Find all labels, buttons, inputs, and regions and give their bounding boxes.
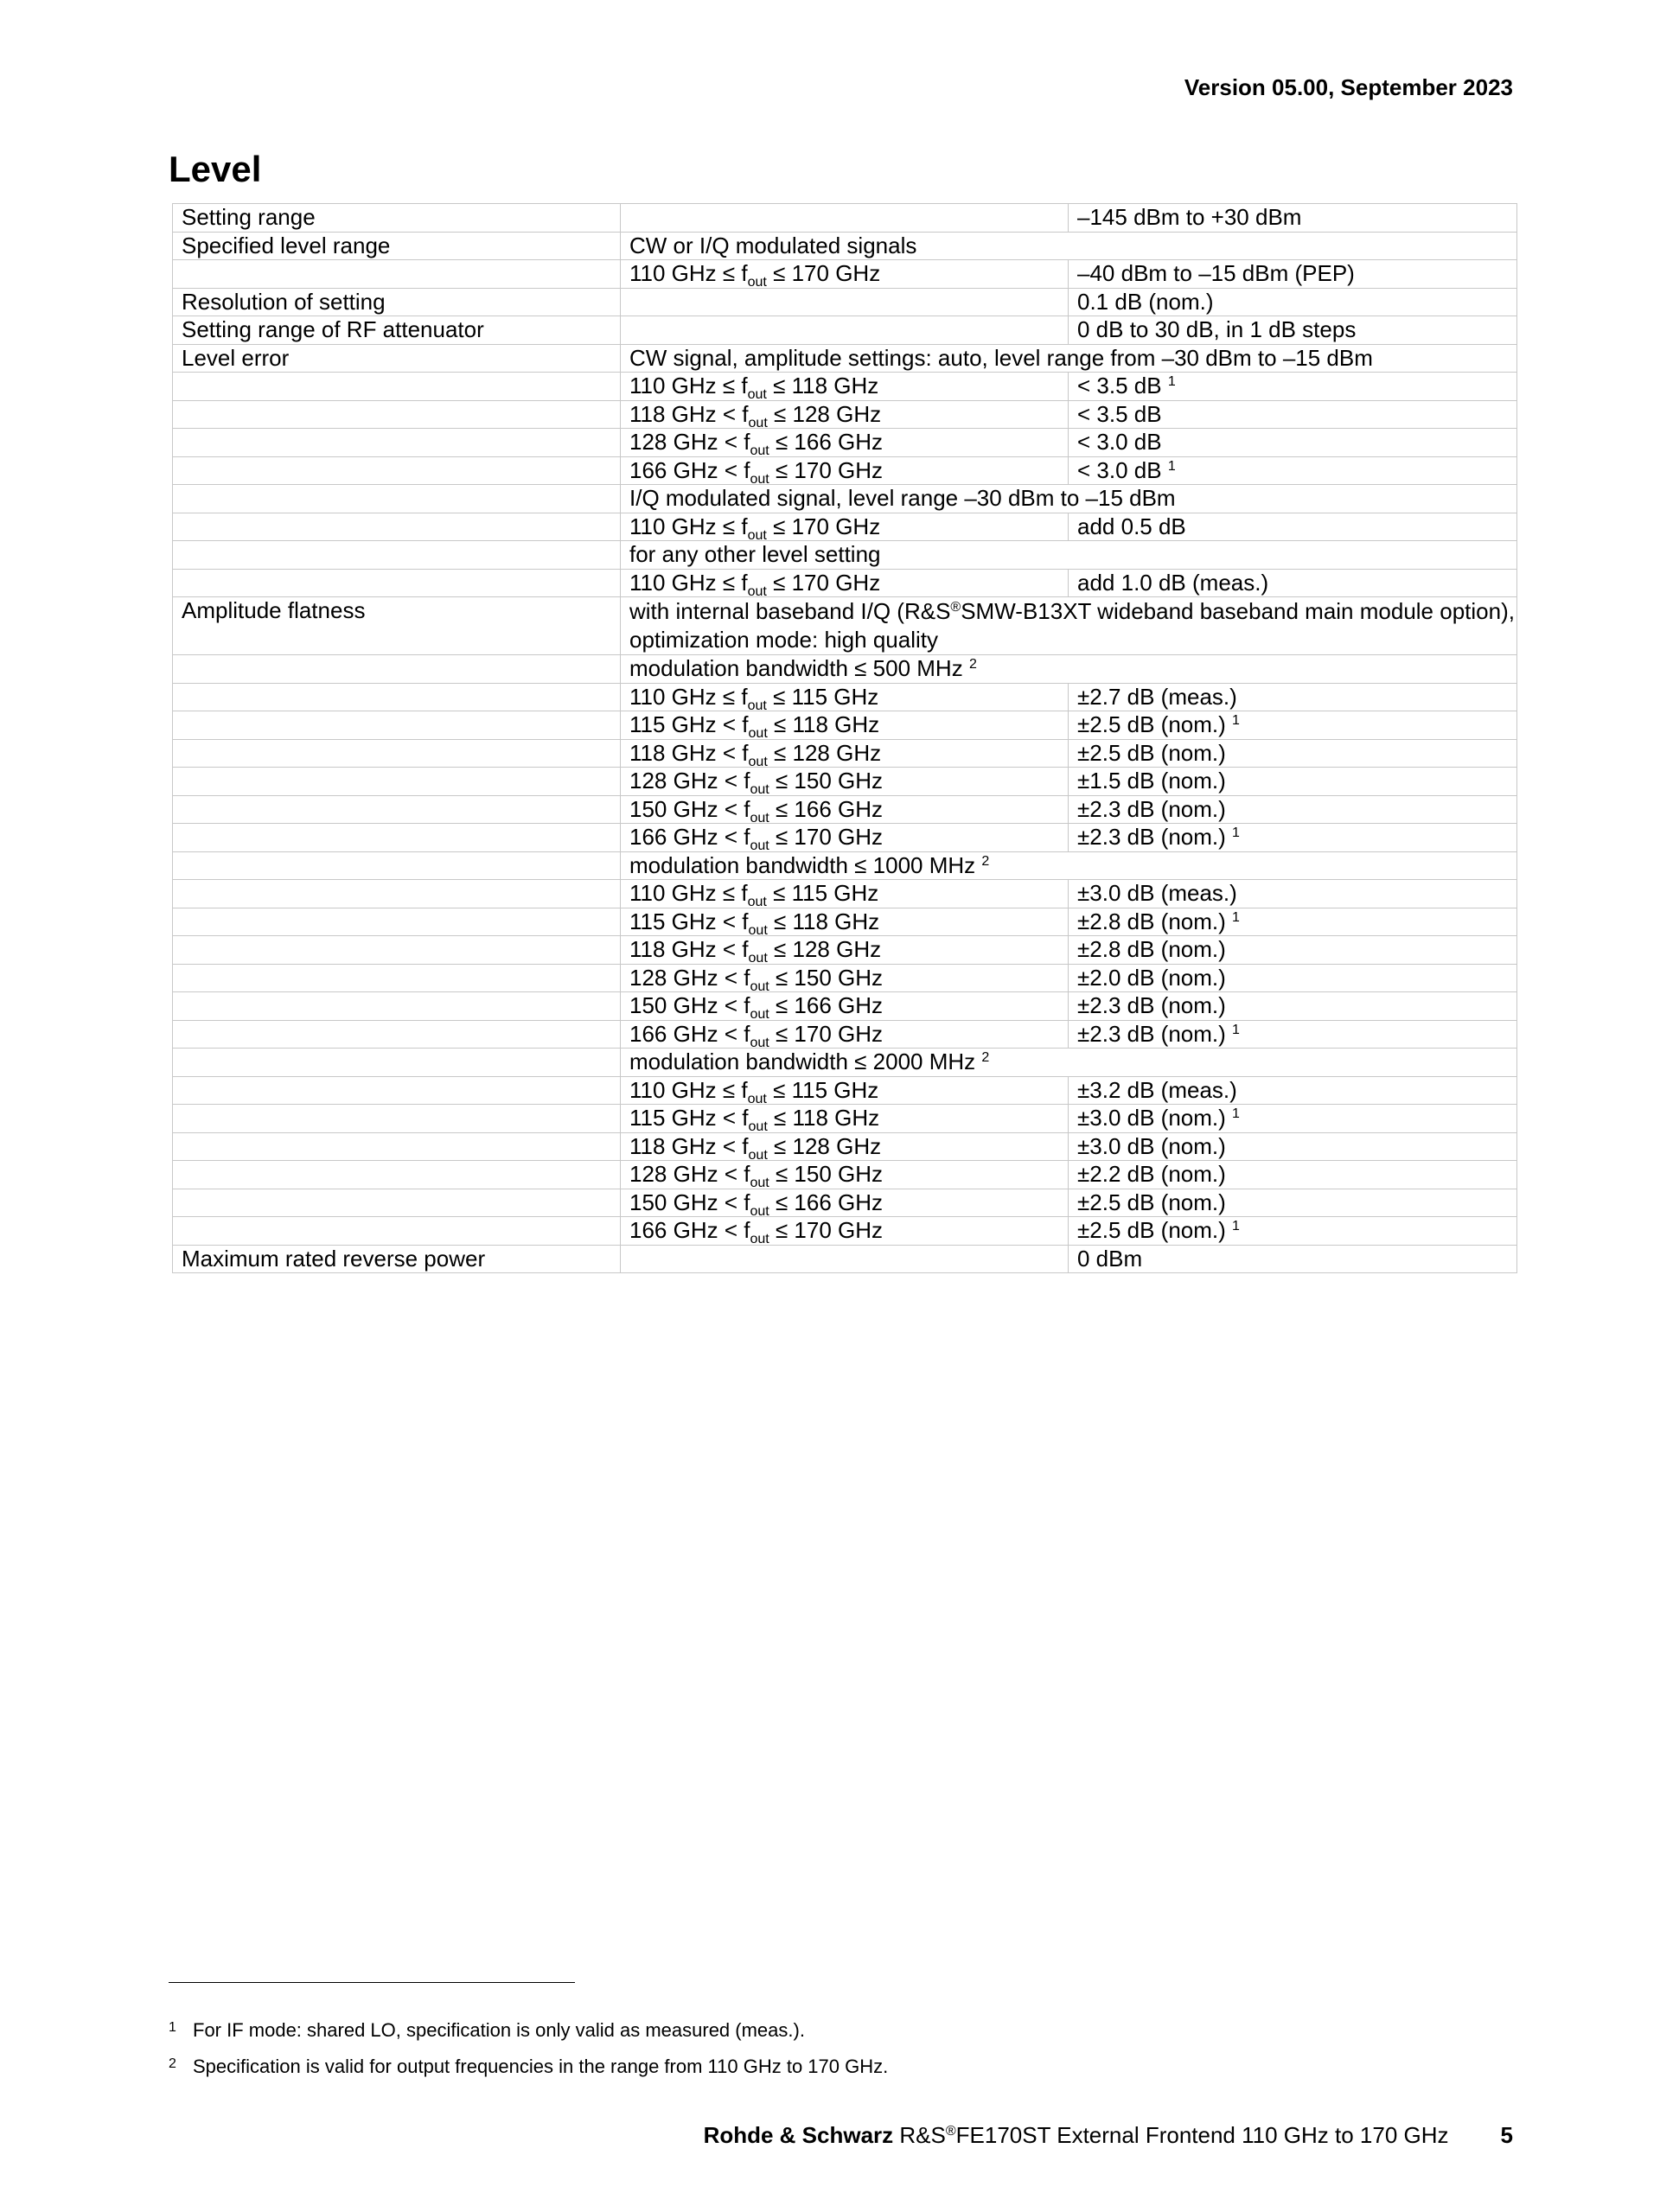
value-cell: [1069, 1132, 1517, 1161]
param-cell: [173, 541, 621, 570]
table-row: [173, 880, 1517, 908]
subscript: out: [747, 583, 767, 597]
table-row: [173, 964, 1517, 992]
condition-cell: [621, 569, 1069, 597]
condition-text: ≤ 118 GHz: [767, 711, 880, 737]
value-cell: [1069, 683, 1517, 711]
subscript: out: [748, 922, 768, 936]
footer-product-prefix: R&S: [893, 2122, 946, 2148]
value-text: 0.1 dB (nom.): [1077, 288, 1214, 315]
value-cell: [1069, 513, 1517, 541]
value-text: ±3.0 dB (nom.): [1077, 1132, 1226, 1159]
table-row: [173, 1189, 1517, 1217]
condition-text: 128 GHz < f: [629, 768, 750, 794]
param-cell: [173, 1189, 621, 1217]
condition-text: ≤ 150 GHz: [769, 964, 884, 991]
footnote-reference: 1: [1232, 909, 1240, 925]
condition-cell: [621, 316, 1069, 345]
value-text: ±3.2 dB (meas.): [1077, 1076, 1237, 1103]
condition-text: ≤ 170 GHz: [769, 824, 884, 850]
value-cell: [1069, 739, 1517, 768]
condition-text: 166 GHz < f: [629, 1217, 750, 1243]
param-cell: [173, 1105, 621, 1133]
condition-cell: [621, 908, 1069, 936]
condition-cell: [621, 513, 1069, 541]
value-text: 0 dBm: [1077, 1245, 1143, 1272]
param-cell: [173, 1076, 621, 1105]
table-row: [173, 992, 1517, 1021]
value-cell: [1069, 992, 1517, 1021]
value-cell: [1069, 1020, 1517, 1049]
condition-text: 110 GHz ≤ f: [629, 569, 748, 596]
condition-cell: CW or I/Q modulated signals: [621, 232, 1517, 260]
condition-text: 110 GHz ≤ f: [629, 683, 748, 710]
condition-text: ≤ 170 GHz: [769, 1217, 884, 1243]
table-row: [173, 513, 1517, 541]
table-row: [173, 1076, 1517, 1105]
condition-cell: [621, 1132, 1069, 1161]
condition-cell: [621, 1217, 1069, 1246]
condition-cell: [621, 851, 1517, 880]
value-text: ±3.0 dB (meas.): [1077, 880, 1237, 906]
param-cell: [173, 795, 621, 824]
footnote-1: [169, 2019, 805, 2042]
table-row: [173, 1049, 1517, 1077]
value-cell: [1069, 204, 1517, 233]
document-version: Version 05.00, September 2023: [1184, 74, 1513, 100]
condition-text: 118 GHz < f: [629, 936, 749, 962]
value-text: add 0.5 dB: [1077, 513, 1186, 539]
value-cell: [1069, 936, 1517, 965]
condition-text: ≤ 170 GHz: [766, 513, 881, 539]
param-cell: [173, 1132, 621, 1161]
condition-cell: [621, 711, 1069, 740]
param-cell: [173, 908, 621, 936]
superscript: 2: [981, 853, 990, 869]
subscript: out: [747, 527, 767, 541]
condition-text: 128 GHz < f: [629, 1161, 750, 1187]
param-cell: [173, 373, 621, 401]
condition-cell: I/Q modulated signal, level range –30 dBm to –15 dBm: [621, 485, 1517, 513]
value-text: ±2.3 dB (nom.): [1077, 795, 1226, 822]
condition-text: ≤ 118 GHz: [766, 373, 879, 398]
param-cell: [173, 936, 621, 965]
condition-text: ≤ 166 GHz: [769, 992, 884, 1018]
param-cell: [173, 569, 621, 597]
param-cell: Amplitude flatness: [173, 597, 621, 655]
condition-cell: for any other level setting: [621, 541, 1517, 570]
footnote-text: Specification is valid for output frequencies in the range from 110 GHz to 170 GHz.: [193, 2056, 889, 2077]
condition-cell: [621, 683, 1069, 711]
subscript: out: [747, 387, 767, 400]
condition-text: modulation bandwidth ≤ 1000 MHz: [629, 851, 982, 878]
table-row: [173, 456, 1517, 485]
subscript: out: [747, 698, 767, 711]
subscript: out: [748, 951, 768, 964]
param-cell: [173, 1020, 621, 1049]
condition-cell: [621, 880, 1069, 908]
table-row: [173, 400, 1517, 429]
subscript: out: [748, 415, 768, 429]
param-cell: [173, 1161, 621, 1189]
footnote-reference: 1: [1232, 1106, 1240, 1121]
condition-text: ≤ 118 GHz: [767, 1105, 880, 1131]
value-cell: [1069, 1245, 1517, 1273]
subscript: out: [750, 810, 769, 824]
superscript: 2: [968, 657, 977, 672]
condition-text: with internal baseband I/Q (R&S: [629, 598, 951, 624]
subscript: out: [747, 275, 767, 288]
condition-text: 110 GHz ≤ f: [629, 880, 748, 906]
table-row: [173, 1132, 1517, 1161]
table-row: [173, 908, 1517, 936]
condition-text: 166 GHz < f: [629, 824, 750, 850]
subscript: out: [748, 1119, 768, 1132]
value-text: ±2.2 dB (nom.): [1077, 1161, 1226, 1187]
subscript: out: [750, 1203, 769, 1217]
value-cell: [1069, 1105, 1517, 1133]
param-cell: [173, 655, 621, 684]
condition-text: ≤ 128 GHz: [767, 1132, 882, 1159]
condition-text: ≤ 166 GHz: [769, 429, 884, 455]
table-row: [173, 232, 1517, 260]
value-text: –145 dBm to +30 dBm: [1077, 204, 1302, 230]
table-row: [173, 429, 1517, 457]
value-cell: [1069, 1189, 1517, 1217]
footer-product-name: FE170ST External Frontend 110 GHz to 170 GHz: [955, 2122, 1449, 2148]
subscript: out: [750, 1232, 769, 1245]
value-text: ±2.3 dB (nom.): [1077, 1020, 1226, 1047]
condition-cell: [621, 429, 1069, 457]
param-cell: [173, 880, 621, 908]
value-cell: [1069, 908, 1517, 936]
section-title: Level: [169, 149, 262, 189]
value-text: 0 dB to 30 dB, in 1 dB steps: [1077, 316, 1357, 342]
value-cell: [1069, 288, 1517, 316]
value-text: ±2.7 dB (meas.): [1077, 683, 1237, 710]
footnote-reference: 1: [1167, 458, 1176, 474]
condition-text: 110 GHz ≤ f: [629, 373, 748, 398]
value-cell: [1069, 400, 1517, 429]
param-cell: [173, 260, 621, 289]
table-row: [173, 795, 1517, 824]
param-cell: [173, 429, 621, 457]
subscript: out: [748, 1147, 768, 1161]
condition-cell: [621, 373, 1069, 401]
condition-text: 118 GHz < f: [629, 1132, 749, 1159]
condition-cell: [621, 288, 1069, 316]
condition-text: ≤ 150 GHz: [769, 768, 884, 794]
page-number: 5: [1500, 2122, 1513, 2148]
subscript: out: [748, 754, 768, 768]
footnote-reference: 1: [1232, 826, 1240, 840]
table-row: [173, 824, 1517, 852]
table-row: [173, 204, 1517, 233]
param-cell: [173, 456, 621, 485]
param-cell: [173, 739, 621, 768]
value-cell: [1069, 795, 1517, 824]
param-cell: Setting range of RF attenuator: [173, 316, 621, 345]
condition-text: ≤ 115 GHz: [766, 880, 879, 906]
spec-table-body: [173, 204, 1517, 1273]
value-text: ±2.8 dB (nom.): [1077, 936, 1226, 962]
condition-text: ≤ 128 GHz: [767, 739, 882, 766]
param-cell: Resolution of setting: [173, 288, 621, 316]
condition-text: 110 GHz ≤ f: [629, 260, 748, 286]
param-cell: [173, 1217, 621, 1246]
condition-cell: [621, 824, 1069, 852]
footnote-reference: 1: [1232, 1219, 1240, 1233]
condition-text: ≤ 170 GHz: [766, 569, 881, 596]
param-cell: Maximum rated reverse power: [173, 1245, 621, 1273]
param-cell: [173, 485, 621, 513]
condition-cell: [621, 964, 1069, 992]
condition-text: 150 GHz < f: [629, 1189, 750, 1215]
condition-text: 166 GHz < f: [629, 456, 750, 483]
table-row: [173, 288, 1517, 316]
level-spec-table: [172, 203, 1517, 1273]
condition-cell: CW signal, amplitude settings: auto, level range from –30 dBm to –15 dBm: [621, 344, 1517, 373]
value-text: ±2.3 dB (nom.): [1077, 992, 1226, 1018]
param-cell: Specified level range: [173, 232, 621, 260]
condition-cell: [621, 1161, 1069, 1189]
condition-cell: [621, 795, 1069, 824]
table-row: [173, 344, 1517, 373]
condition-cell: [621, 655, 1517, 684]
condition-text: ≤ 170 GHz: [769, 456, 884, 483]
param-cell: [173, 851, 621, 880]
subscript: out: [750, 979, 769, 992]
condition-text: ≤ 128 GHz: [767, 936, 882, 962]
subscript: out: [750, 471, 769, 485]
value-cell: [1069, 880, 1517, 908]
footer-brand: Rohde & Schwarz: [703, 2122, 894, 2148]
value-text: ±2.5 dB (nom.): [1077, 1189, 1226, 1215]
table-row: [173, 569, 1517, 597]
table-row: [173, 1161, 1517, 1189]
param-cell: Level error: [173, 344, 621, 373]
value-text: add 1.0 dB (meas.): [1077, 569, 1269, 596]
condition-text: 118 GHz < f: [629, 739, 749, 766]
table-row: [173, 1105, 1517, 1133]
value-text: < 3.0 dB: [1077, 429, 1162, 455]
value-text: ±2.8 dB (nom.): [1077, 908, 1226, 934]
condition-text: ≤ 115 GHz: [766, 683, 879, 710]
table-row: [173, 485, 1517, 513]
table-row: [173, 768, 1517, 796]
condition-cell: [621, 597, 1517, 655]
value-cell: [1069, 824, 1517, 852]
condition-text: ≤ 150 GHz: [769, 1161, 884, 1187]
value-cell: [1069, 316, 1517, 345]
condition-text: ≤ 166 GHz: [769, 1189, 884, 1215]
condition-text: ≤ 170 GHz: [766, 260, 881, 286]
table-row: [173, 655, 1517, 684]
table-row: [173, 851, 1517, 880]
value-text: ±2.0 dB (nom.): [1077, 964, 1226, 991]
condition-text: ≤ 170 GHz: [769, 1020, 884, 1047]
footer-product-registered-mark: ®: [945, 2124, 956, 2139]
condition-cell: [621, 1189, 1069, 1217]
param-cell: Setting range: [173, 204, 621, 233]
condition-text: 150 GHz < f: [629, 795, 750, 822]
value-text: –40 dBm to –15 dBm (PEP): [1077, 260, 1355, 286]
param-cell: [173, 711, 621, 740]
subscript: out: [747, 895, 767, 908]
condition-cell: [621, 260, 1069, 289]
value-cell: [1069, 456, 1517, 485]
value-cell: [1069, 964, 1517, 992]
param-cell: [173, 683, 621, 711]
footnote-number: 1: [169, 2020, 176, 2035]
page-footer: [704, 2122, 1513, 2149]
condition-text: 128 GHz < f: [629, 964, 750, 991]
footnote-reference: 1: [1232, 1022, 1240, 1037]
condition-text: ≤ 166 GHz: [769, 795, 884, 822]
condition-text: 128 GHz < f: [629, 429, 750, 455]
value-text: < 3.5 dB: [1077, 373, 1162, 398]
value-text: ±2.5 dB (nom.): [1077, 711, 1226, 737]
condition-text: 115 GHz < f: [629, 908, 749, 934]
value-cell: [1069, 711, 1517, 740]
condition-text: modulation bandwidth ≤ 2000 MHz: [629, 1049, 982, 1074]
condition-cell: [621, 936, 1069, 965]
value-cell: [1069, 1161, 1517, 1189]
condition-cell: [621, 739, 1069, 768]
condition-text: 150 GHz < f: [629, 992, 750, 1018]
footnote-text: For IF mode: shared LO, specification is only valid as measured (meas.).: [193, 2019, 805, 2041]
param-cell: [173, 964, 621, 992]
condition-cell: [621, 1049, 1517, 1077]
condition-text: SMW-B13XT wideband baseband main module option), optimization mode: high quality: [629, 598, 1515, 653]
condition-text: 118 GHz < f: [629, 400, 749, 427]
param-cell: [173, 1049, 621, 1077]
condition-text: 110 GHz ≤ f: [629, 1076, 748, 1103]
condition-cell: [621, 1105, 1069, 1133]
condition-text: ≤ 115 GHz: [766, 1076, 879, 1103]
param-cell: [173, 768, 621, 796]
value-text: ±3.0 dB (nom.): [1077, 1105, 1226, 1131]
param-cell: [173, 513, 621, 541]
condition-text: ≤ 118 GHz: [767, 908, 880, 934]
table-row: [173, 936, 1517, 965]
table-row: [173, 739, 1517, 768]
table-row: [173, 1217, 1517, 1246]
value-cell: [1069, 1217, 1517, 1246]
value-cell: [1069, 260, 1517, 289]
subscript: out: [747, 1091, 767, 1105]
footnote-reference: 1: [1167, 374, 1176, 389]
condition-cell: [621, 1020, 1069, 1049]
footnote-number: 2: [169, 2056, 176, 2071]
value-cell: [1069, 429, 1517, 457]
table-row: [173, 260, 1517, 289]
subscript: out: [748, 726, 768, 739]
value-text: < 3.0 dB: [1077, 456, 1162, 483]
table-row: [173, 373, 1517, 401]
condition-text: 115 GHz < f: [629, 1105, 749, 1131]
value-text: ±2.3 dB (nom.): [1077, 824, 1226, 850]
condition-text: modulation bandwidth ≤ 500 MHz: [629, 655, 969, 681]
value-text: ±1.5 dB (nom.): [1077, 768, 1226, 794]
subscript: out: [750, 1035, 769, 1049]
table-row: [173, 1245, 1517, 1273]
footnote-reference: 1: [1232, 713, 1240, 728]
value-text: < 3.5 dB: [1077, 400, 1162, 427]
table-row: [173, 683, 1517, 711]
subscript: out: [750, 1007, 769, 1020]
condition-text: 115 GHz < f: [629, 711, 749, 737]
value-text: ±2.5 dB (nom.): [1077, 739, 1226, 766]
table-row: [173, 711, 1517, 740]
table-row: [173, 316, 1517, 345]
condition-cell: [621, 400, 1069, 429]
param-cell: [173, 824, 621, 852]
condition-cell: [621, 204, 1069, 233]
param-cell: [173, 400, 621, 429]
value-cell: [1069, 1076, 1517, 1105]
subscript: out: [750, 443, 769, 456]
condition-cell: [621, 768, 1069, 796]
condition-cell: [621, 992, 1069, 1021]
condition-text: 110 GHz ≤ f: [629, 513, 748, 539]
condition-text: ≤ 128 GHz: [767, 400, 882, 427]
footnote-divider: [169, 1982, 575, 1983]
value-text: ±2.5 dB (nom.): [1077, 1217, 1226, 1243]
value-cell: [1069, 768, 1517, 796]
param-cell: [173, 992, 621, 1021]
condition-cell: [621, 456, 1069, 485]
subscript: out: [750, 1176, 769, 1189]
superscript: ®: [950, 600, 961, 615]
table-row: [173, 541, 1517, 570]
table-row: [173, 597, 1517, 655]
value-cell: [1069, 569, 1517, 597]
footnote-2: [169, 2056, 888, 2078]
superscript: 2: [981, 1050, 990, 1065]
subscript: out: [750, 782, 769, 795]
condition-cell: [621, 1076, 1069, 1105]
condition-text: 166 GHz < f: [629, 1020, 750, 1047]
condition-cell: [621, 1245, 1069, 1273]
table-row: [173, 1020, 1517, 1049]
value-cell: [1069, 373, 1517, 401]
subscript: out: [750, 838, 769, 851]
